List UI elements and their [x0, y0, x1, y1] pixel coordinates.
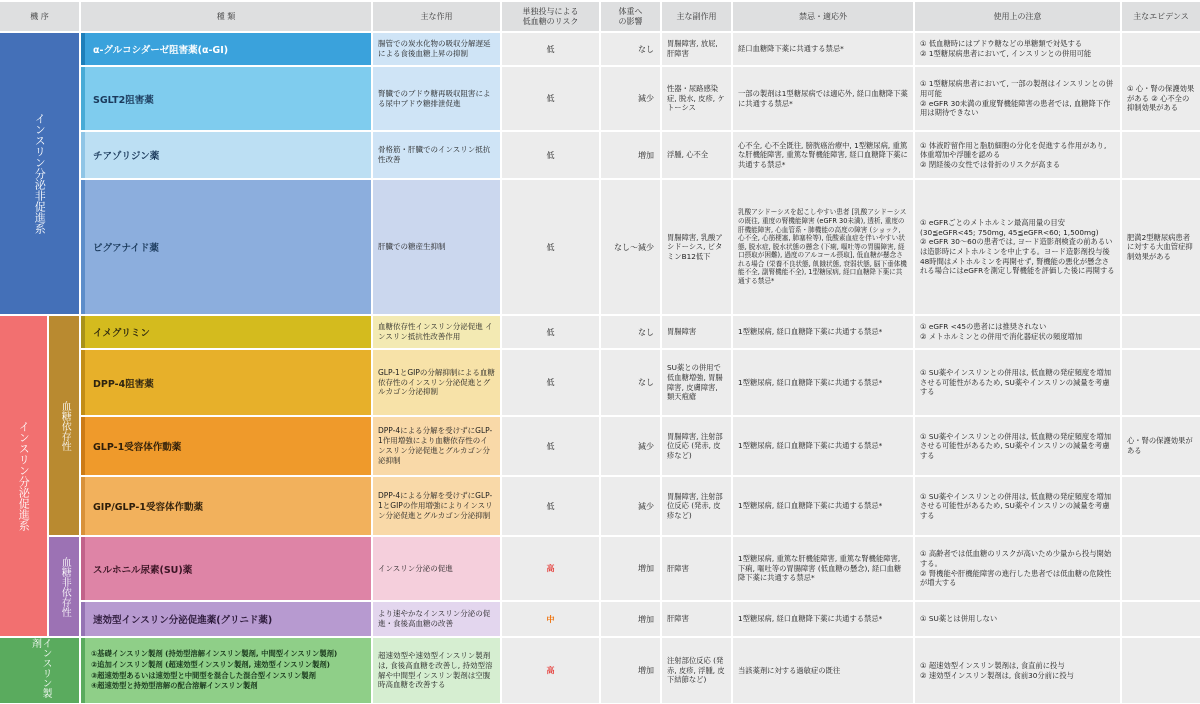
evidence-glinide	[1122, 602, 1200, 636]
weight-dpp4: なし	[601, 350, 660, 415]
contra-su: 1型糖尿病, 重篤な肝機能障害, 重篤な腎機能障害, 下痢, 嘔吐等の胃腸障害 (低血糖の懸念), 経口血糖降下薬に共通する禁忌*	[733, 537, 913, 600]
contra-agi: 経口血糖降下薬に共通する禁忌*	[733, 33, 913, 65]
drug-name-gip-glp1: GIP/GLP-1受容体作動薬	[81, 477, 371, 535]
weight-glinide: 増加	[601, 602, 660, 636]
drug-name-dpp4: DPP-4阻害薬	[81, 350, 371, 415]
notes-gip-glp1: ① SU薬やインスリンとの併用は, 低血糖の発症頻度を増加させる可能性があるため, SU薬やインスリンの減量を考慮する	[915, 477, 1120, 535]
note-line: ① 低血糖時にはブドウ糖などの単糖類で対処する	[920, 39, 1083, 49]
note-line: ① eGFR <45の患者には推奨されない	[920, 322, 1047, 332]
note-line: ① 体液貯留作用と脂肪細胞の分化を促進する作用があり, 体重増加や浮腫を認める	[920, 140, 1107, 160]
header-evidence: 主なエビデンス	[1122, 2, 1200, 31]
hypo-glinide: 中	[502, 602, 599, 636]
weight-insulin: 増加	[601, 638, 660, 703]
evidence-sglt2: ① 心・腎の保護効果がある ② 心不全の抑制効果がある	[1122, 67, 1200, 130]
side-tzd: 浮腫, 心不全	[662, 132, 731, 178]
action-glinide: より速やかなインスリン分泌の促進・食後高血糖の改善	[373, 602, 500, 636]
contra-imeglimin: 1型糖尿病, 経口血糖降下薬に共通する禁忌*	[733, 316, 913, 348]
side-gip-glp1: 胃腸障害, 注射部位反応 (発赤, 皮疹など)	[662, 477, 731, 535]
side-dpp4: SU薬との併用で低血糖増強, 胃腸障害, 皮膚障害, 類天疱瘡	[662, 350, 731, 415]
notes-glinide: ① SU薬とは併用しない	[915, 602, 1120, 636]
side-glinide: 肝障害	[662, 602, 731, 636]
drug-name-su: スルホニル尿素(SU)薬	[81, 537, 371, 600]
drug-name-imeglimin: イメグリミン	[81, 316, 371, 348]
contra-glinide: 1型糖尿病, 経口血糖降下薬に共通する禁忌*	[733, 602, 913, 636]
header-hypo-risk	[502, 2, 599, 31]
insulin-type-line: ③超速効型あるいは速効型と中間型を混合した混合型インスリン製剤	[91, 670, 316, 680]
insulin-type-line: ②追加インスリン製剤 (超速効型インスリン製剤, 速効型インスリン製剤)	[91, 659, 330, 669]
insulin-type-line: ①基礎インスリン製剤 (持効型溶解インスリン製剤, 中間型インスリン製剤)	[91, 649, 338, 659]
notes-tzd	[915, 132, 1120, 178]
hypo-dpp4: 低	[502, 350, 599, 415]
notes-insulin	[915, 638, 1120, 703]
action-insulin: 超速効型や速効型インスリン製剤は, 食後高血糖を改善し, 持効型溶解や中間型インスリン製剤は空腹時高血糖を改善する	[373, 638, 500, 703]
note-line: ② 速効型インスリン製剤は, 食前30分前に投与	[920, 670, 1074, 680]
weight-biguanide: なし～減少	[601, 180, 660, 314]
drug-name-agi: α-グルコシダーゼ阻害薬(α-GI)	[81, 33, 371, 65]
group-non-secretagogue-label: インスリン分泌非促進系	[33, 113, 47, 234]
notes-sglt2	[915, 67, 1120, 130]
group-glucose-independent	[49, 537, 79, 636]
notes-biguanide	[915, 180, 1120, 314]
group-insulin	[0, 638, 79, 703]
note-line: ① eGFRごとのメトホルミン最高用量の目安 (30≦eGFR<45; 750mg, 45≦eGFR<60; 1,500mg)	[920, 218, 1099, 237]
contra-insulin: 当該薬剤に対する過敏症の既往	[733, 638, 913, 703]
hypo-glp1: 低	[502, 417, 599, 475]
evidence-agi	[1122, 33, 1200, 65]
header-type: 種 類	[81, 2, 371, 31]
drug-name-glp1: GLP-1受容体作動薬	[81, 417, 371, 475]
action-gip-glp1: DPP-4による分解を受けずにGLP-1とGIPの作用増強によりインスリン分泌促進とグルカゴン分泌抑制	[373, 477, 500, 535]
header-side-effects: 主な副作用	[662, 2, 731, 31]
note-line: ① 1型糖尿病患者において, 一部の製剤はインスリンとの併用可能	[920, 79, 1114, 98]
drug-name-biguanide: ビグアナイド薬	[81, 180, 371, 314]
note-line: ① 超速効型インスリン製剤は, 食直前に投与	[920, 660, 1065, 670]
evidence-insulin	[1122, 638, 1200, 703]
group-glucose-dependent	[49, 316, 79, 535]
notes-agi	[915, 33, 1120, 65]
evidence-imeglimin	[1122, 316, 1200, 348]
header-weight-line1: 体重へ	[618, 6, 643, 16]
weight-tzd: 増加	[601, 132, 660, 178]
note-line: ① 高齢者では低血糖のリスクが高いため少量から投与開始する。	[920, 549, 1112, 568]
group-glucose-dependent-label: 血糖依存性	[59, 400, 71, 451]
group-secretagogue-label: インスリン分泌促進系	[17, 421, 31, 531]
drug-name-tzd: チアゾリジン薬	[81, 132, 371, 178]
contra-tzd: 心不全, 心不全既往, 膀胱癌治療中, 1型糖尿病, 重篤な肝機能障害, 重篤な腎機能障害, 経口血糖降下薬に共通する禁忌*	[733, 132, 913, 178]
drug-name-insulin	[81, 638, 371, 703]
group-glucose-independent-label: 血糖非依存性	[59, 556, 71, 617]
contra-biguanide: 乳酸アシドーシスを起こしやすい患者 [乳酸アシドーシスの既往, 重度の腎機能障害 (eGFR 30未満), 透析, 重度の肝機能障害, 心血管系・肺機能の高度の障害 (ショック, 心不全, 心筋梗塞, 肺塞栓等), 低酸素血症を伴いやすい状態, 脱水症, 脱水状態の懸念 (下痢, 嘔吐等の胃腸障害, 経口摂取が困難), 過度のアルコール摂取], 低血糖が懸念される場合 (栄養不良状態, 飢餓状態, 衰弱状態, 脳下垂体機能不全, 副腎機能不全), 1型糖尿病, 経口血糖降下薬に共通する禁忌*	[733, 180, 913, 314]
group-secretagogue	[0, 316, 47, 636]
action-tzd: 骨格筋・肝臓でのインスリン抵抗性改善	[373, 132, 500, 178]
notes-glp1: ① SU薬やインスリンとの併用は, 低血糖の発症頻度を増加させる可能性があるため, SU薬やインスリンの減量を考慮する	[915, 417, 1120, 475]
notes-dpp4: ① SU薬やインスリンとの併用は, 低血糖の発症頻度を増加させる可能性があるため, SU薬やインスリンの減量を考慮する	[915, 350, 1120, 415]
weight-glp1: 減少	[601, 417, 660, 475]
note-line: ② 1型糖尿病患者において, インスリンとの併用可能	[920, 49, 1092, 58]
action-glp1: DPP-4による分解を受けずにGLP-1作用増強により血糖依存性のインスリン分泌促進とグルカゴン分泌抑制	[373, 417, 500, 475]
weight-sglt2: 減少	[601, 67, 660, 130]
header-weight	[601, 2, 660, 31]
header-weight-line2: の影響	[618, 16, 643, 26]
side-glp1: 胃腸障害, 注射部位反応 (発赤, 皮疹など)	[662, 417, 731, 475]
notes-su	[915, 537, 1120, 600]
weight-agi: なし	[601, 33, 660, 65]
hypo-insulin: 高	[502, 638, 599, 703]
hypo-biguanide: 低	[502, 180, 599, 314]
note-line: ② 閉経後の女性では骨折のリスクが高まる	[920, 159, 1061, 169]
side-su: 肝障害	[662, 537, 731, 600]
side-imeglimin: 胃腸障害	[662, 316, 731, 348]
drug-name-sglt2: SGLT2阻害薬	[81, 67, 371, 130]
action-imeglimin: 血糖依存性インスリン分泌促進 インスリン抵抗性改善作用	[373, 316, 500, 348]
note-line: ② eGFR 30未満の重度腎機能障害の患者では, 血糖降下作用は期待できない	[920, 98, 1111, 118]
note-line: ② メトホルミンとの併用で消化器症状の頻度増加	[920, 332, 1083, 341]
weight-gip-glp1: 減少	[601, 477, 660, 535]
evidence-glp1: 心・腎の保護効果がある	[1122, 417, 1200, 475]
side-insulin: 注射部位反応 (発赤, 皮疹, 浮腫, 皮下結節など)	[662, 638, 731, 703]
contra-glp1: 1型糖尿病, 経口血糖降下薬に共通する禁忌*	[733, 417, 913, 475]
group-insulin-label: インスリン製剤	[29, 638, 51, 698]
hypo-imeglimin: 低	[502, 316, 599, 348]
action-dpp4: GLP-1とGIPの分解抑制による血糖依存性のインスリン分泌促進とグルカゴン分泌抑制	[373, 350, 500, 415]
evidence-su	[1122, 537, 1200, 600]
weight-imeglimin: なし	[601, 316, 660, 348]
hypo-su: 高	[502, 537, 599, 600]
header-hypo-line2: 低血糖のリスク	[522, 16, 579, 26]
evidence-gip-glp1	[1122, 477, 1200, 535]
header-contraindications: 禁忌・適応外	[733, 2, 913, 31]
notes-imeglimin	[915, 316, 1120, 348]
hypo-sglt2: 低	[502, 67, 599, 130]
evidence-biguanide: 肥満2型糖尿病患者に対する大血管症抑制効果がある	[1122, 180, 1200, 314]
insulin-type-line: ④超速効型と持効型溶解の配合溶解インスリン製剤	[91, 681, 258, 691]
action-su: インスリン分泌の促進	[373, 537, 500, 600]
drug-name-glinide: 速効型インスリン分泌促進薬(グリニド薬)	[81, 602, 371, 636]
side-sglt2: 性器・尿路感染症, 脱水, 皮疹, ケトーシス	[662, 67, 731, 130]
side-agi: 胃腸障害, 放屁, 肝障害	[662, 33, 731, 65]
group-non-secretagogue	[0, 33, 79, 314]
contra-dpp4: 1型糖尿病, 経口血糖降下薬に共通する禁忌*	[733, 350, 913, 415]
hypo-agi: 低	[502, 33, 599, 65]
hypo-tzd: 低	[502, 132, 599, 178]
contra-gip-glp1: 1型糖尿病, 経口血糖降下薬に共通する禁忌*	[733, 477, 913, 535]
action-biguanide: 肝臓での糖産生抑制	[373, 180, 500, 314]
header-notes: 使用上の注意	[915, 2, 1120, 31]
hypo-gip-glp1: 低	[502, 477, 599, 535]
note-line: ② eGFR 30～60の患者では, ヨード造影剤検査の前あるいは造影時にメトホルミンを中止する。ヨード造影剤投与後48時間はメトホルミンを再開せず, 腎機能の悪化が懸念される場合にはeGFRを測定し腎機能を評価した後に再開する	[920, 237, 1115, 276]
action-agi: 腸管での炭水化物の吸収分解遅延による食後血糖上昇の抑制	[373, 33, 500, 65]
contra-sglt2: 一部の製剤は1型糖尿病では適応外, 経口血糖降下薬に共通する禁忌*	[733, 67, 913, 130]
evidence-dpp4	[1122, 350, 1200, 415]
evidence-tzd	[1122, 132, 1200, 178]
header-action: 主な作用	[373, 2, 500, 31]
weight-su: 増加	[601, 537, 660, 600]
header-hypo-line1: 単独投与による	[522, 6, 579, 16]
action-sglt2: 腎臓でのブドウ糖再吸収阻害による尿中ブドウ糖排泄促進	[373, 67, 500, 130]
note-line: ② 腎機能や肝機能障害の進行した患者では低血糖の危険性が増大する	[920, 568, 1112, 588]
header-order: 機 序	[0, 2, 79, 31]
side-biguanide: 胃腸障害, 乳酸アシドーシス, ビタミンB12低下	[662, 180, 731, 314]
